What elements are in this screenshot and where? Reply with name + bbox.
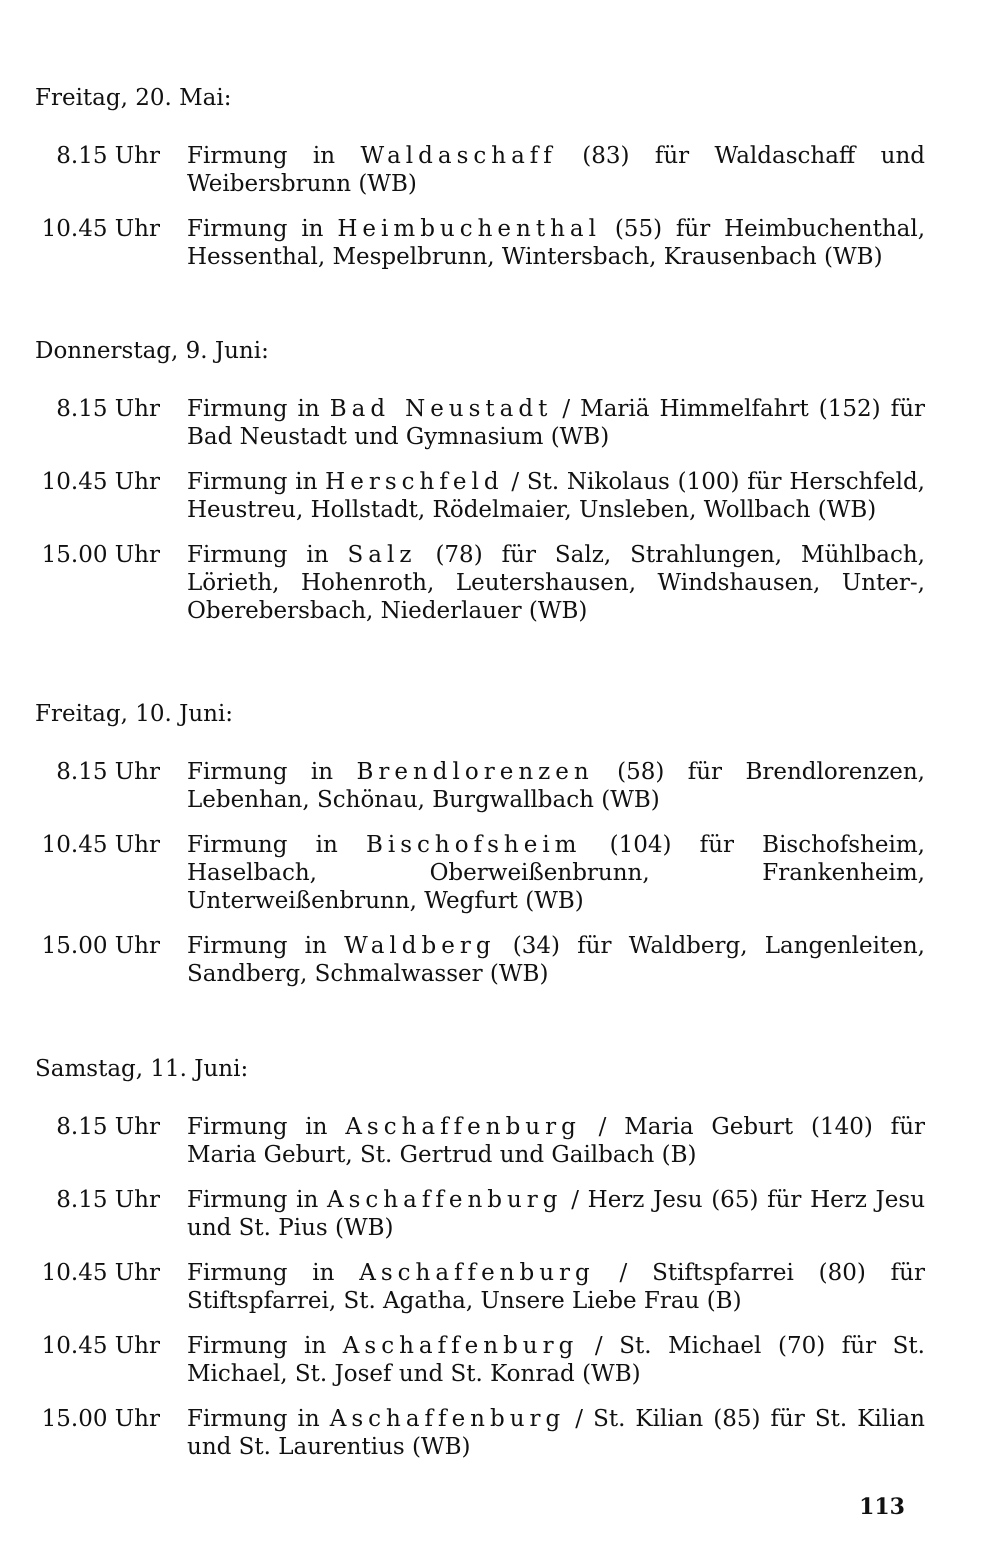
page-number: 113 [859, 1494, 905, 1520]
schedule-entry [35, 395, 925, 451]
schedule-entry [35, 1405, 925, 1461]
day-heading: Freitag, 20. Mai: [35, 85, 232, 111]
entry-place: Heimbuchenthal [337, 216, 601, 242]
entry-place: Salz [347, 542, 417, 568]
entry-details: / Maria Geburt (140) für Maria Geburt, St. Gertrud und Gailbach (B) [187, 1114, 925, 1168]
entry-place: Aschaffenburg [329, 1406, 566, 1432]
entry-prefix: Firmung in [187, 1187, 327, 1213]
entry-prefix: Firmung in [187, 1260, 360, 1286]
entry-description [187, 541, 925, 625]
entry-time: 15.00 Uhr [41, 933, 160, 959]
day-heading: Donnerstag, 9. Juni: [35, 338, 269, 364]
schedule-day [35, 1055, 925, 1478]
schedule-entry [35, 1259, 925, 1315]
entry-place: Brendlorenzen [356, 759, 594, 785]
schedule-entry [35, 1332, 925, 1388]
entry-details: / St. Michael (70) für St. Michael, St. Josef und St. Konrad (WB) [187, 1333, 925, 1387]
schedule-day [35, 337, 925, 642]
entry-prefix: Firmung in [187, 143, 361, 169]
schedule-entry [35, 1113, 925, 1169]
entry-prefix: Firmung in [187, 216, 338, 242]
entry-prefix: Firmung in [187, 1406, 330, 1432]
entry-prefix: Firmung in [187, 1114, 346, 1140]
entry-time: 10.45 Uhr [41, 832, 160, 858]
entry-time: 10.45 Uhr [41, 1260, 160, 1286]
entry-details: (55) für Heimbuchenthal, Hessenthal, Mespelbrunn, Wintersbach, Krausenbach (WB) [187, 216, 926, 270]
entry-time: 8.15 Uhr [56, 143, 160, 169]
day-heading: Samstag, 11. Juni: [35, 1056, 249, 1082]
entry-time: 8.15 Uhr [56, 759, 160, 785]
schedule-day [35, 700, 925, 1005]
entry-details: / St. Kilian (85) für St. Kilian und St. Laurentius (WB) [187, 1406, 925, 1460]
schedule-entry [35, 758, 925, 814]
entry-place: Aschaffenburg [345, 1114, 581, 1140]
schedule-entry [35, 1186, 925, 1242]
entry-description [187, 395, 925, 451]
entry-time: 10.45 Uhr [41, 469, 160, 495]
entry-description [187, 831, 925, 915]
entry-details: (78) für Salz, Strahlungen, Mühlbach, Lörieth, Hohenroth, Leutershausen, Windshausen, Unter-, Oberebersbach, Niederlauer (WB) [187, 542, 925, 624]
day-heading: Freitag, 10. Juni: [35, 701, 234, 727]
entry-prefix: Firmung in [187, 933, 345, 959]
entry-details: / Mariä Himmelfahrt (152) für Bad Neustadt und Gymnasium (WB) [187, 396, 925, 450]
entry-details: (83) für Waldaschaff und Weibersbrunn (WB) [187, 143, 925, 197]
schedule-entry [35, 142, 925, 198]
entry-description [187, 1186, 925, 1242]
schedule-entry [35, 541, 925, 625]
entry-prefix: Firmung in [187, 396, 330, 422]
entry-details: (34) für Waldberg, Langenleiten, Sandberg, Schmalwasser (WB) [187, 933, 925, 987]
entry-prefix: Firmung in [187, 1333, 343, 1359]
entry-description [187, 1332, 925, 1388]
entry-description [187, 932, 925, 988]
entry-prefix: Firmung in [187, 759, 357, 785]
entry-place: Bischofsheim [365, 832, 582, 858]
entry-time: 8.15 Uhr [56, 1187, 160, 1213]
entry-time: 10.45 Uhr [41, 216, 160, 242]
entry-time: 8.15 Uhr [56, 1114, 160, 1140]
entry-place: Aschaffenburg [359, 1260, 595, 1286]
entry-description [187, 758, 925, 814]
entry-details: (104) für Bischofsheim, Haselbach, Oberweißenbrunn, Frankenheim, Unterweißenbrunn, Wegfurt (WB) [187, 832, 925, 914]
entry-details: / Herz Jesu (65) für Herz Jesu und St. Pius (WB) [187, 1187, 926, 1241]
entry-time: 15.00 Uhr [41, 542, 160, 568]
entry-description [187, 1113, 925, 1169]
entry-place: Herschfeld [325, 469, 504, 495]
entry-place: Bad Neustadt [329, 396, 553, 422]
entry-place: Aschaffenburg [327, 1187, 563, 1213]
entry-description [187, 215, 925, 271]
entry-details: / St. Nikolaus (100) für Herschfeld, Heustreu, Hollstadt, Rödelmaier, Unsleben, Wollbach (WB) [187, 469, 925, 523]
schedule-entry [35, 215, 925, 271]
entry-place: Aschaffenburg [342, 1333, 579, 1359]
entry-description [187, 468, 925, 524]
entry-description [187, 1259, 925, 1315]
entry-description [187, 142, 925, 198]
entry-time: 10.45 Uhr [41, 1333, 160, 1359]
entry-place: Waldberg [344, 933, 496, 959]
entry-description [187, 1405, 925, 1461]
entry-place: Waldaschaff [360, 143, 557, 169]
schedule-entry [35, 932, 925, 988]
entry-prefix: Firmung in [187, 832, 366, 858]
schedule-day [35, 84, 925, 288]
entry-details: / Stiftspfarrei (80) für Stiftspfarrei, St. Agatha, Unsere Liebe Frau (B) [187, 1260, 925, 1314]
entry-details: (58) für Brendlorenzen, Lebenhan, Schönau, Burgwallbach (WB) [187, 759, 925, 813]
entry-prefix: Firmung in [187, 542, 348, 568]
schedule-entry [35, 831, 925, 915]
schedule-entry [35, 468, 925, 524]
entry-prefix: Firmung in [187, 469, 326, 495]
entry-time: 8.15 Uhr [56, 396, 160, 422]
entry-time: 15.00 Uhr [41, 1406, 160, 1432]
